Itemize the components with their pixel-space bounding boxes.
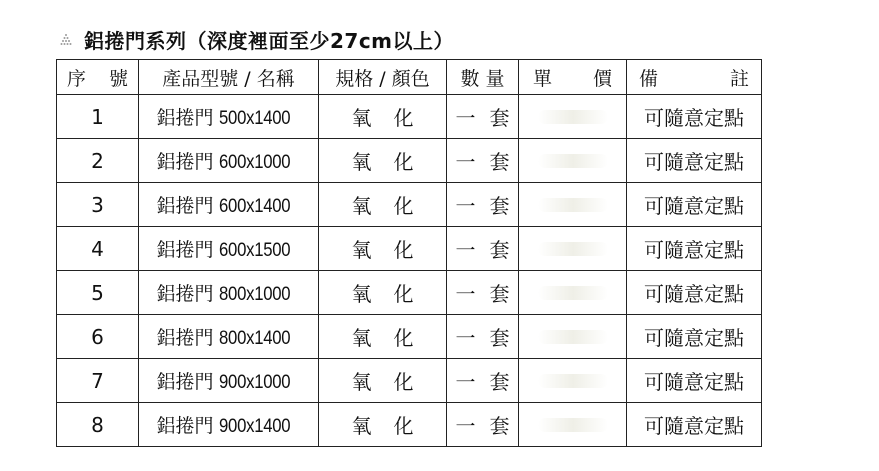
cell-note: 可隨意定點 [627, 183, 762, 227]
cell-price [519, 271, 627, 315]
price-blurred [538, 154, 608, 168]
price-blurred [538, 374, 608, 388]
price-blurred [538, 330, 608, 344]
col-header-price-1: 單 [533, 67, 553, 90]
cell-color [319, 359, 447, 403]
table-row [57, 271, 762, 315]
cell-qty [447, 139, 519, 183]
cell-no: 5 [57, 271, 139, 315]
cell-note: 可隨意定點 [627, 315, 762, 359]
col-header-note-2: 註 [729, 67, 749, 90]
color-1: 氧 [351, 150, 372, 174]
cell-qty [447, 403, 519, 447]
color-1: 氧 [351, 414, 372, 438]
model-size: 800x1000 [219, 284, 291, 305]
cell-price [519, 139, 627, 183]
color-2: 化 [393, 282, 414, 306]
cell-no: 3 [57, 183, 139, 227]
cell-no: 1 [57, 95, 139, 139]
table-row [57, 227, 762, 271]
color-2: 化 [393, 194, 414, 218]
cell-qty [447, 315, 519, 359]
table-row [57, 183, 762, 227]
cell-price [519, 359, 627, 403]
col-header-model: 產品型號 / 名稱 [139, 60, 319, 95]
cell-color [319, 315, 447, 359]
table-row [57, 95, 762, 139]
color-1: 氧 [351, 326, 372, 350]
color-2: 化 [393, 106, 414, 130]
section-header [58, 24, 454, 54]
cell-model [139, 139, 319, 183]
model-name: 鋁捲門 [156, 415, 214, 437]
cell-price [519, 183, 627, 227]
cell-model [139, 227, 319, 271]
col-header-qty: 數 量 [447, 60, 519, 95]
cell-model [139, 95, 319, 139]
cell-note: 可隨意定點 [627, 95, 762, 139]
cell-color [319, 183, 447, 227]
qty-1: 一 [455, 150, 476, 174]
cell-no: 7 [57, 359, 139, 403]
cell-model [139, 271, 319, 315]
cell-no: 2 [57, 139, 139, 183]
color-1: 氧 [351, 238, 372, 262]
cell-color [319, 403, 447, 447]
cell-no: 4 [57, 227, 139, 271]
model-name: 鋁捲門 [156, 327, 214, 349]
cell-note: 可隨意定點 [627, 403, 762, 447]
cell-model [139, 183, 319, 227]
cell-color [319, 227, 447, 271]
qty-2: 套 [489, 150, 510, 174]
color-1: 氧 [351, 106, 372, 130]
color-1: 氧 [351, 370, 372, 394]
color-1: 氧 [351, 282, 372, 306]
color-2: 化 [393, 238, 414, 262]
color-2: 化 [393, 150, 414, 174]
col-header-note-1: 備 [639, 67, 659, 90]
model-size: 600x1400 [219, 196, 291, 217]
col-header-no-1: 序 [67, 67, 87, 90]
price-blurred [538, 286, 608, 300]
cell-price [519, 315, 627, 359]
qty-2: 套 [489, 238, 510, 262]
col-header-price [519, 60, 627, 95]
price-blurred [538, 110, 608, 124]
qty-2: 套 [489, 194, 510, 218]
qty-2: 套 [489, 106, 510, 130]
cell-qty [447, 271, 519, 315]
col-header-price-2: 價 [592, 67, 612, 90]
model-name: 鋁捲門 [156, 239, 214, 261]
cell-price [519, 227, 627, 271]
qty-1: 一 [455, 106, 476, 130]
cell-note: 可隨意定點 [627, 227, 762, 271]
cell-price [519, 95, 627, 139]
model-name: 鋁捲門 [156, 195, 214, 217]
color-2: 化 [393, 370, 414, 394]
cell-qty [447, 227, 519, 271]
price-blurred [538, 242, 608, 256]
product-table [56, 59, 762, 447]
cell-color [319, 139, 447, 183]
qty-1: 一 [455, 414, 476, 438]
qty-1: 一 [455, 194, 476, 218]
qty-2: 套 [489, 370, 510, 394]
color-2: 化 [393, 414, 414, 438]
qty-1: 一 [455, 238, 476, 262]
cell-qty [447, 183, 519, 227]
cell-qty [447, 359, 519, 403]
color-1: 氧 [351, 194, 372, 218]
table-header-row [57, 60, 762, 95]
qty-2: 套 [489, 282, 510, 306]
cell-note: 可隨意定點 [627, 359, 762, 403]
col-header-no [57, 60, 139, 95]
page-title: 鋁捲門系列（深度裡面至少27cm以上） [84, 28, 455, 53]
cell-note: 可隨意定點 [627, 271, 762, 315]
table-row [57, 315, 762, 359]
qty-2: 套 [489, 414, 510, 438]
qty-1: 一 [455, 370, 476, 394]
model-size: 900x1400 [219, 416, 291, 437]
price-blurred [538, 198, 608, 212]
triangle-dots-icon [58, 32, 74, 46]
model-size: 600x1000 [219, 152, 291, 173]
model-size: 800x1400 [219, 328, 291, 349]
table-row [57, 139, 762, 183]
col-header-no-2: 號 [108, 67, 128, 90]
price-blurred [538, 418, 608, 432]
table-row [57, 359, 762, 403]
qty-1: 一 [455, 326, 476, 350]
cell-color [319, 271, 447, 315]
model-name: 鋁捲門 [156, 107, 214, 129]
cell-model [139, 315, 319, 359]
color-2: 化 [393, 326, 414, 350]
cell-no: 8 [57, 403, 139, 447]
cell-qty [447, 95, 519, 139]
qty-1: 一 [455, 282, 476, 306]
cell-no: 6 [57, 315, 139, 359]
cell-note: 可隨意定點 [627, 139, 762, 183]
model-name: 鋁捲門 [156, 151, 214, 173]
model-size: 500x1400 [219, 108, 291, 129]
col-header-spec: 規格 / 顏色 [319, 60, 447, 95]
model-size: 600x1500 [219, 240, 291, 261]
col-header-note [627, 60, 762, 95]
model-name: 鋁捲門 [156, 283, 214, 305]
cell-price [519, 403, 627, 447]
cell-model [139, 403, 319, 447]
qty-2: 套 [489, 326, 510, 350]
cell-color [319, 95, 447, 139]
table-row [57, 403, 762, 447]
cell-model [139, 359, 319, 403]
model-name: 鋁捲門 [156, 371, 214, 393]
model-size: 900x1000 [219, 372, 291, 393]
